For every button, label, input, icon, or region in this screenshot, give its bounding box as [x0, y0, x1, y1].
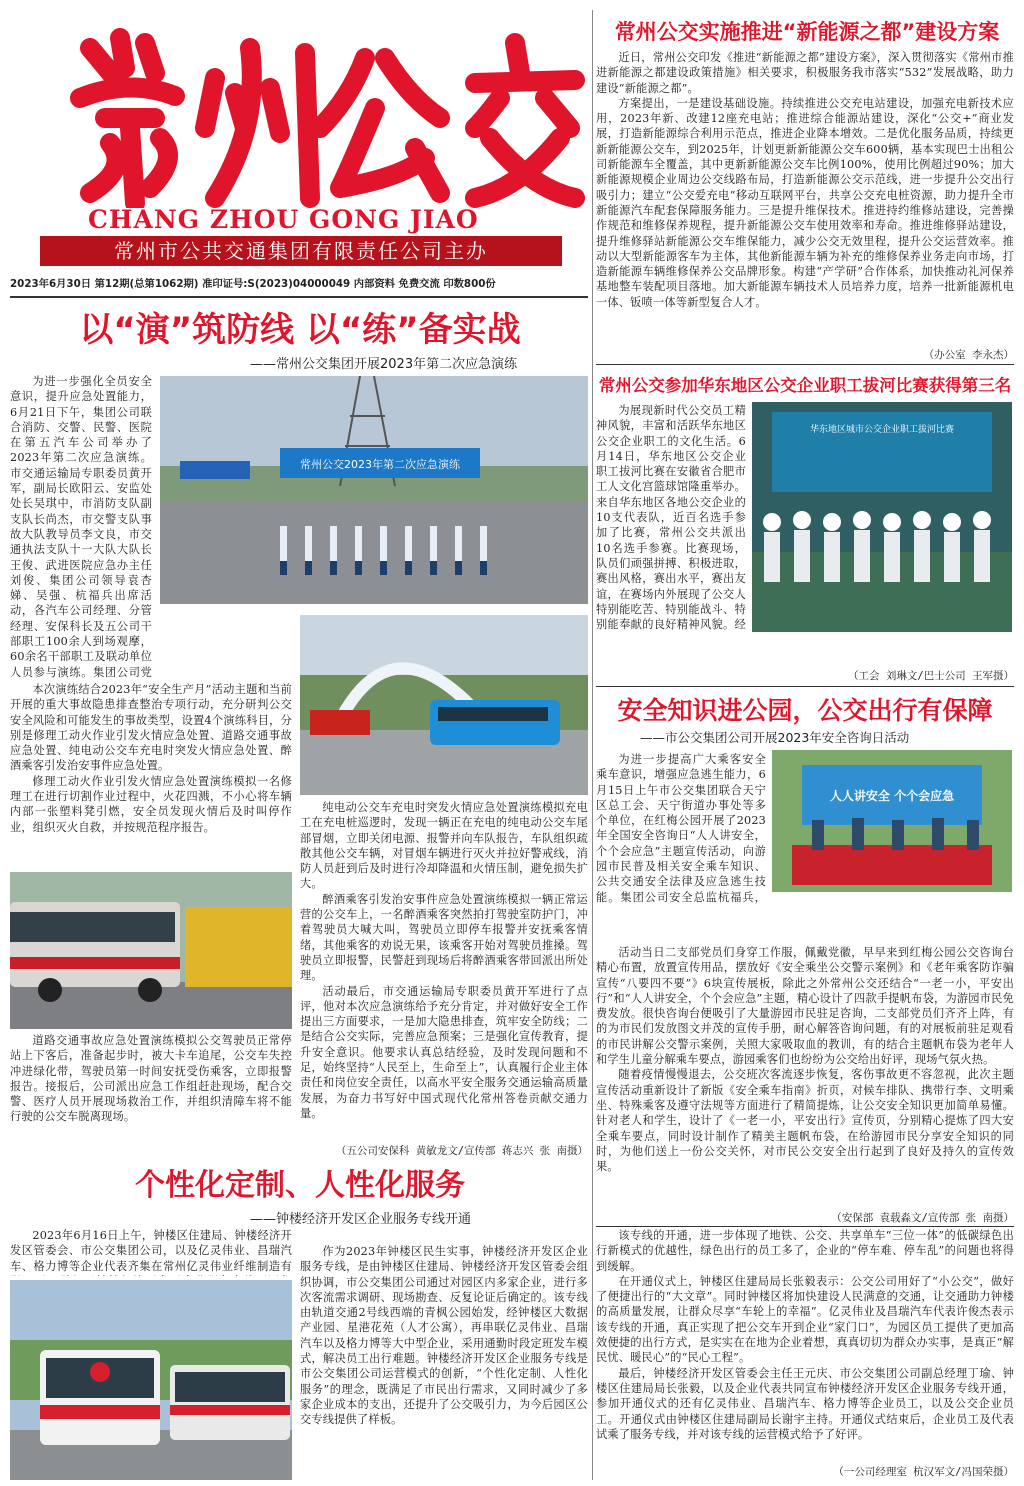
a5-subtitle: ——钟楼经济开发区企业服务专线开通 [250, 1212, 472, 1227]
masthead-sponsor: 常州市公共交通集团有限责任公司主办 [40, 236, 562, 266]
a2-body: 近日，常州公交印发《推进“新能源之都”建设方案》，深入贯彻落实《常州市推进新能源之都建设政策措施》相关要求，积极服务我市落实“532”发展战略，助力建设“新能源之都”。 方案提出，一是建设基础设施。持续推进公交充电站建设，加强充电新技术应用，2023年新、改建12座充电站；推进综合能源站建设，深化“公交+”商业发展，打造新能源综合利用示范点，推进企业降本增效。二是优化服务品质，持续更新新能源公交车，到2025年，计划更新新能源公交车600辆，基本实现巴士出租公司新能源车全覆盖，其中更新新能源公交车比例100%，使用比例超过90%；加大新能源规模企业周边公交线路布局，打造新能源公交示范线，进一步提升公交出行吸引力；建立“公交爱充电”移动互联网平台，共享公交充电桩资源，助力提升全市新能源汽车配套保障服务能力。三是提升维保技术。推进持约维修站建设，完善操作规范和维修保养规程，提升新能源公交车使用效率和寿命。推进维修驿站建设，提升维修驿站新能源公交车维保能力，减少公交无效里程，提升公交运营效率。推动以大型新能源客车为主体，其他新能源车辆为补充的维修保养业务走向市场，打造新能源车辆维修保养公交品牌形象。构建“产学研”合作体系，加快推动礼河保养基地整车装配项目落地。加大新能源车辆技术人员培养力度，培养一批新能源机电一体、钣喷一体等新型复合人才。 [596, 51, 1014, 309]
tug-banner-text: 华东地区城市公交企业职工拔河比赛 [809, 425, 955, 435]
a1-subtitle: ——常州公交集团开展2023年第二次应急演练 [250, 357, 518, 372]
a4-body-col: 为进一步提高广大乘客安全乘车意识，增强应急逃生能力，6月15日上午市公交集团联合天宁区总工会、天宁街道办事处等多个单位，在红梅公园开展了2023年全国安全咨询日“人人讲安全，个个会应急”主题宣传活动，向游园市民普及相关安全乘车知识、公共交通安全法律及应急逃生技能。集团公司安全总监杭福兵， [596, 753, 766, 904]
a4-credit: （安保部 袁载淼文/宣传部 张 南摄） [831, 1212, 1014, 1224]
a5-p3-p5: 该专线的开通，进一步体现了地铁、公交、共享单车“三位一体”的低碳绿色出行新模式的优越性，绿色出行的员工多了，企业的“停车难、停车乱”的问题也将得到缓解。 在开通仪式上，钟楼区住建局局长张毅表示：公交公司用好了“小公交”，做好了便捷出行的“大文章”。同时钟楼区将加快建设人民满意的交通，让交通助力钟楼的高质量发展，让群众尽享“车轮上的幸福”。亿灵伟业及昌瑞汽车代表许俊杰表示该专线的开通，真正实现了把公交车开到企业“家门口”，为园区员工提供了更加高效便捷的出行方式，是实实在在地为企业着想，真真切切为群众办实事，是真正“解民忧、暖民心”的“民心工程”。 最后，钟楼经济开发区管委会主任王元庆、市公交集团公司副总经理丁瑜、钟楼区住建局局长张毅，以及企业代表共同宣布钟楼经济开发区企业服务专线开通，参加开通仪式的还有亿灵伟业、昌瑞汽车、格力博等企业员工，以及公交企业员工。开通仪式由钟楼区住建局副局长谢宇主持。开通仪式结束后，企业员工及代表试乘了服务专线，并对该专线的运营模式给予了好评。 [596, 1229, 1014, 1441]
park-banner-text: 人人讲安全 个个会应急 [829, 789, 955, 803]
a3-rule [596, 686, 1014, 687]
masthead-rule [10, 296, 588, 298]
a1-p2-p3: 本次演练结合2023年“安全生产月”活动主题和当前开展的重大事故隐患排查整治专项行动，充分研判公交安全风险和可能发生的事故类型，设置4个演练科目，分别是修理工动火作业引发火情应急处置、道路交通事故应急处置、纯电动公交车充电时突发火情应急处置、醉酒乘客引发治安事件应急处置。 修理工动火作业引发火情应急处置演练模拟一名修理工在进行切割作业过程中，火花四溅，不小心将车辆内部一张塑料凳引燃，安全员发现火情后及时叫停作业，组织灭火自救，并按规范程序报告。 [10, 683, 292, 834]
a2-title: 常州公交实施推进“新能源之都”建设方案 [614, 20, 1000, 44]
a1-accident-photo [10, 872, 292, 1029]
a2-rule [596, 364, 1014, 365]
a5-p1: 2023年6月16日上午，钟楼区住建局、钟楼经济开发区管委会、市公交集团公司，以及亿灵伟业、昌瑞汽车、格力博等企业代表齐集在常州亿灵伟业纤维制造有 [10, 1229, 292, 1273]
a1-drill-photo [160, 376, 588, 604]
a4-title: 安全知识进公园，公交出行有保障 [617, 696, 993, 725]
a1-p4-p6: 纯电动公交车充电时突发火情应急处置演练模拟充电工在充电桩巡逻时，发现一辆正在充电的纯电动公交车尾部冒烟，立即关闭电源、报警并向车队报告，车队组织疏散其他公交车辆，对冒烟车辆进行灭火并拉好警戒线，消防人员赶到后及时进行冷却降温和火情压制，避免损失扩大。 醉酒乘客引发治安事件应急处置演练模拟一辆正常运营的公交车上，一名醉酒乘客突然拍打驾驶室防护门，冲着驾驶员大喊大叫，驾驶员立即停车报警并安抚乘客情绪，其他乘客的劝说无果，该乘客开始对驾驶员推搡。驾驶员立即报警，民警赶到现场后将醉酒乘客带回派出所处理。 活动最后，市交通运输局专职委员黄开军进行了点评，他对本次应急演练给予充分肯定，并对做好安全工作提出三方面要求，一是加大隐患排查，筑牢安全防线；二是结合公交实际，完善应急预案；三是强化宣传教育，提升安全意识。他要求认真总结经验，及时发现问题和不足，始终坚持“人民至上，生命至上”，认真履行企业主体责任和岗位安全责任，以高水平安全服务交通运输高质量发展，为奋力书写好中国式现代化常州答卷贡献交通力量。 [300, 801, 588, 1120]
a5-title: 个性化定制、人性化服务 [135, 1168, 465, 1203]
a4-subtitle: ——市公交集团公司开展2023年安全咨询日活动 [640, 730, 910, 745]
a4-park-photo [772, 750, 1012, 892]
a3-tug-photo [752, 402, 1012, 632]
a1-firetruck-photo [300, 615, 588, 795]
a3-credit: （工会 刘琳文/巴士公司 王军摄） [848, 670, 1014, 682]
a1-title: 以“演”筑防线 以“练”备实战 [79, 310, 521, 350]
a2-credit: （办公室 李永杰） [923, 349, 1014, 361]
a5-credit: （一公司经理室 杭汉军文/冯国荣摄） [833, 1466, 1014, 1478]
a1-p1-cont [10, 605, 290, 607]
masthead-logo [20, 18, 585, 208]
a3-body-col: 为展现新时代公交员工精神风貌，丰富和活跃华东地区公交企业职工的文化生活。6月14日，华东地区公交企业职工拔河比赛在安徽省合肥市工人文化宫篮球馆隆重举办。来自华东地区各地公交企业的10支代表队，近百名选手参加了比赛，常州公交共派出10名选手参赛。比赛现场，队员们顽强拼搏、积极进取，赛出风格，赛出水平，赛出友谊，在赛场内外展现了公交人特别能吃苦、特别能战斗、特别能奉献的良好精神风貌。经 [596, 404, 746, 631]
a1-p1: 为进一步强化全员安全意识，提升应急处置能力，6月21日下午，集团公司联合消防、交警、民警、医院在第五汽车公司举办了2023年第二次应急演练。市交通运输局专职委员黄开军，副局长欧阳云、安监处处长吴琪中，市消防支队副支队长尚杰，市交警支队事故大队教导员李文良，市交通执法支队十一大队大队长王俊、武进医院应急办主任刘俊、集团公司领导袁杏娣、吴强、杭福兵出席活动，各汽车公司经理、分管经理、安保科长及五公司干部职工100余人到场观摩，60余名干部职工及联动单位人员参与演练。集团公司党 [10, 375, 152, 678]
masthead-pinyin: CHANG ZHOU GONG JIAO [88, 205, 479, 234]
a5-bus-photo [10, 1280, 292, 1480]
a3-title: 常州公交参加华东地区公交企业职工拔河比赛获得第三名 [598, 376, 1012, 395]
issue-line: 2023年6月30日 第12期(总第1062期) 准印证号:S(2023)04000049 内部资料 免费交流 印数800份 [10, 278, 496, 290]
column-rule-right [592, 10, 593, 1480]
a4-rule [596, 1226, 1014, 1227]
a1-caption: 道路交通事故应急处置演练模拟公交驾驶员正常停站上下客后，准备起步时，被大卡车追尾，公交车失控冲进绿化带，驾驶员第一时间安抚受伤乘客，立即报警报告。接报后，公司派出应急工作组赶赴现场，配合交警、医疗人员开展现场救治工作，并组织清障车将不能行驶的公交车脱离现场。 [10, 1034, 292, 1124]
a5-p2: 作为2023年钟楼区民生实事，钟楼经济开发区企业服务专线，是由钟楼区住建局、钟楼经济开发区管委会组织协调，市公交集团公司通过对园区内多家企业，进行多次客流需求调研、现场勘查、反复论证后确定的。该专线由轨道交通2号线西端的青枫公园始发，经钟楼区大数据产业园、星港花苑（人才公寓），再串联亿灵伟业、昌瑞汽车以及格力博等大中型企业，采用通勤时段定班发车模式，解决员工出行难题。钟楼经济开发区企业服务专线是市公交集团公司运营模式的创新，“个性化定制、人性化服务”的理念，既满足了市民出行需求，又同时减少了多家企业成本的支出，还提升了公交吸引力，为今后园区公交专线提供了样板。 [300, 1245, 588, 1427]
drill-banner-text: 常州公交2023年第二次应急演练 [300, 458, 460, 471]
a4-body-wide: 活动当日二支部党员们身穿工作服，佩戴党徽，早早来到红梅公园公交咨询台精心布置，放置宣传用品，摆放好《安全乘坐公交警示案例》和《老年乘客防诈骗宣传“八要四不要”》6块宣传展板，除此之外常州公交还结合“一老一小，平安出行”和“人人讲安全，个个会应急”主题，精心设计了四款手提帆布袋，为游园市民免费发放。很快咨询台便吸引了大量游园市民驻足咨询，二支部党员们齐齐上阵，有的为市民们发放图文并茂的宣传手册，耐心解答咨询问题，有的对展板前驻足观看的市民讲解公交警示案例，关照大家吸取血的教训，有的结合主题帆布袋为老年人和学生儿童分解乘车要点，游园乘客们也纷纷为公交给出好评，现场气氛火热。 随着疫情慢慢退去，公交班次客流逐步恢复，客伤事故更不容忽视，此次主题宣传活动重新设计了新版《安全乘车指南》折页，对候车排队、携带行李、文明乘坐、特殊乘客及遵守法规等方面进行了精简提炼，让公交安全知识更加简单易懂。针对老人和学生，设计了《一老一小，平安出行》宣传页，分别精心提炼了四大安全乘车要点，同时设计制作了精美主题帆布袋，在给游园市民分享安全知识的同时，为他们送上一份公交关怀，对市民公交安全出行起到了良好及持久的宣传效果。 [596, 946, 1014, 1174]
a1-credit: （五公司安保科 黄敏龙文/宣传部 蒋志兴 张 南摄） [335, 1145, 588, 1157]
